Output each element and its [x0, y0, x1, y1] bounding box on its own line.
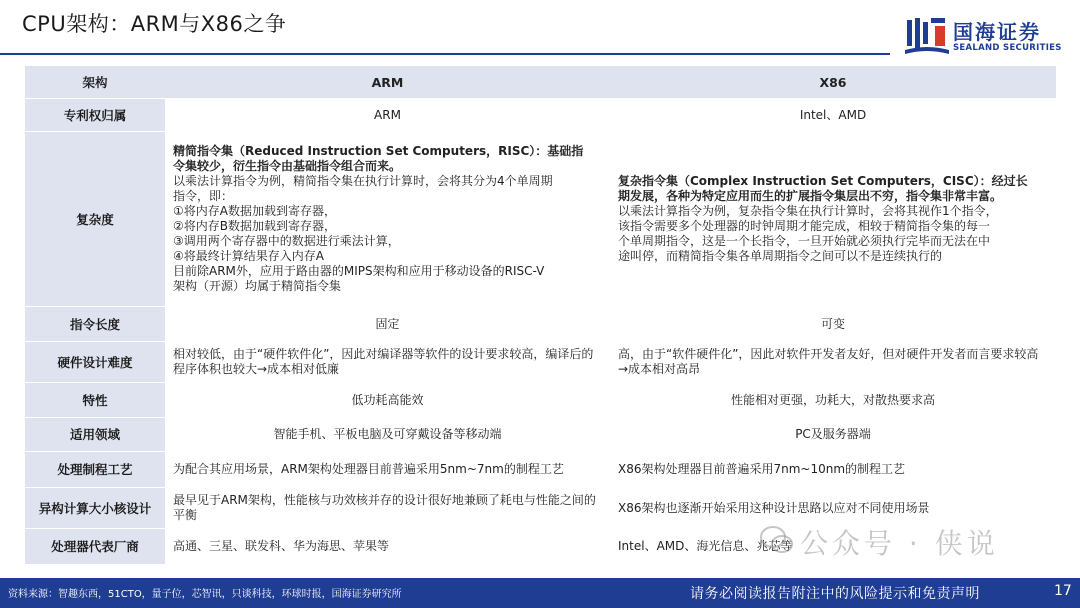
arm-cell: 低功耗高能效 [165, 383, 610, 418]
table-row [25, 418, 1056, 452]
page-title: CPU架构：ARM与X86之争 [22, 12, 287, 36]
table-row [25, 99, 1056, 132]
arm-cell: 智能手机、平板电脑及可穿戴设备等移动端 [165, 418, 610, 452]
x86-cell [610, 132, 1056, 307]
table-row [25, 452, 1056, 488]
x86-cell: X86架构也逐渐开始采用这种设计思路以应对不同使用场景 [610, 488, 1056, 529]
row-label: 专利权归属 [25, 99, 165, 132]
comparison-table [25, 66, 1056, 565]
x86-text-line: 个单周期指令，这是一个长指令，一旦开始就必须执行完毕而无法在中 [618, 234, 991, 248]
x86-text-line: 复杂指令集（Complex Instruction Set Computers，CISC）：经过长 [618, 174, 1028, 188]
table-row [25, 307, 1056, 342]
row-label: 异构计算大小核设计 [25, 488, 165, 529]
row-label: 处理制程工艺 [25, 452, 165, 488]
arm-text-line: 令集较少，衍生指令由基础指令组合而来。 [173, 159, 402, 173]
arm-text-line: 精简指令集（Reduced Instruction Set Computers，RISC）：基础指 [173, 144, 584, 158]
arm-cell: 为配合其应用场景，ARM架构处理器目前普遍采用5nm~7nm的制程工艺 [165, 452, 610, 488]
row-label: 适用领域 [25, 418, 165, 452]
arm-text-line: ③调用两个寄存器中的数据进行乘法计算， [173, 234, 400, 248]
x86-text-line: 期发展，各种为特定应用而生的扩展指令集层出不穷，指令集非常丰富。 [618, 189, 1003, 203]
x86-text-line: 该指令需要多个处理器的时钟周期才能完成，相较于精简指令集的每一 [618, 219, 991, 233]
arm-text-line: 目前除ARM外，应用于路由器的MIPS架构和应用于移动设备的RISC-V [173, 264, 545, 278]
x86-text-line: 途叫停，而精简指令集各单周期指令之间可以不是连续执行的 [618, 249, 943, 263]
logo-english-name: SEALAND SECURITIES [953, 43, 1062, 53]
table-row [25, 342, 1056, 383]
x86-cell: 高，由于“软件硬件化”，因此对软件开发者友好，但对硬件开发者而言要求较高→成本相对高昂 [610, 342, 1056, 383]
arm-text-line: ①将内存A数据加载到寄存器， [173, 204, 336, 218]
row-label: 指令长度 [25, 307, 165, 342]
sealand-logo-icon [905, 16, 949, 56]
arm-text-line: ②将内存B数据加载到寄存器， [173, 219, 336, 233]
arm-text-line: 架构（开源）均属于精简指令集 [173, 279, 342, 293]
x86-text-line: 以乘法计算指令为例，复杂指令集在执行计算时，会将其视作1个指令， [618, 204, 998, 218]
x86-cell: 可变 [610, 307, 1056, 342]
x86-cell: PC及服务器端 [610, 418, 1056, 452]
row-label: 特性 [25, 383, 165, 418]
disclaimer-text: 请务必阅读报告附注中的风险提示和免责声明 [690, 586, 980, 602]
arm-text-line: 指令，即： [173, 189, 234, 203]
arm-cell: 最早见于ARM架构，性能核与功效核并存的设计很好地兼顾了耗电与性能之间的平衡 [165, 488, 610, 529]
logo-chinese-name: 国海证券 [953, 20, 1041, 44]
header-arm: ARM [165, 66, 610, 99]
arm-cell [165, 132, 610, 307]
watermark-text: 公众号 · 侠说 [800, 527, 999, 560]
row-label: 硬件设计难度 [25, 342, 165, 383]
page-number: 17 [1054, 583, 1072, 599]
arm-cell: 相对较低，由于“硬件软件化”，因此对编译器等软件的设计要求较高，编译后的程序体积也较大→成本相对低廉 [165, 342, 610, 383]
table-row [25, 383, 1056, 418]
wechat-watermark-icon [760, 524, 794, 556]
arm-text-line: ④将最终计算结果存入内存A [173, 249, 324, 263]
company-logo [905, 14, 1065, 62]
header-x86: X86 [610, 66, 1056, 99]
arm-cell: 固定 [165, 307, 610, 342]
source-note: 资料来源：智趣东西，51CTO，量子位，芯智讯，只谈科技，环球时报，国海证券研究所 [8, 589, 402, 600]
x86-cell: 性能相对更强，功耗大，对散热要求高 [610, 383, 1056, 418]
header-architecture: 架构 [25, 66, 165, 99]
table-header-row [25, 66, 1056, 99]
arm-cell: ARM [165, 99, 610, 132]
x86-cell: Intel、AMD、海光信息、兆芯等 [610, 529, 1056, 565]
arm-text-line: 以乘法计算指令为例，精简指令集在执行计算时，会将其分为4个单周期 [173, 174, 553, 188]
table-row [25, 132, 1056, 307]
title-divider [0, 53, 890, 55]
x86-cell: Intel、AMD [610, 99, 1056, 132]
row-label: 处理器代表厂商 [25, 529, 165, 565]
arm-cell: 高通、三星、联发科、华为海思、苹果等 [165, 529, 610, 565]
x86-cell: X86架构处理器目前普遍采用7nm~10nm的制程工艺 [610, 452, 1056, 488]
row-label: 复杂度 [25, 132, 165, 307]
